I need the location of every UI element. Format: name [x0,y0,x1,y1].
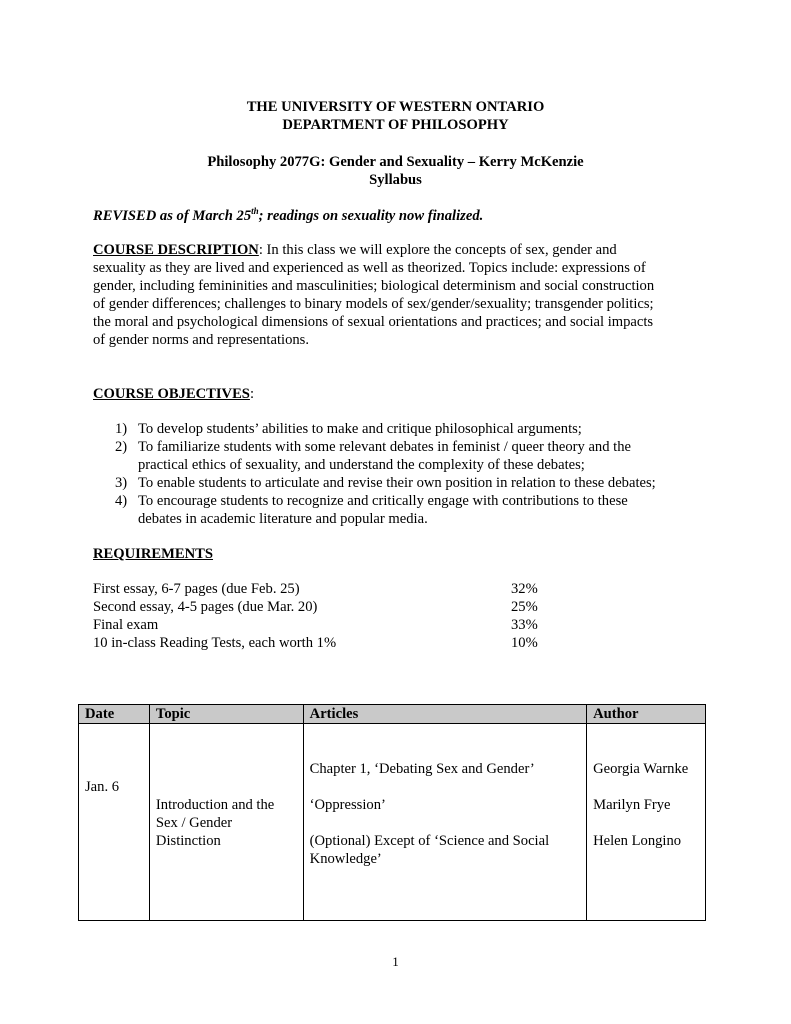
objective-item [93,474,713,492]
description-line: of gender norms and representations. [93,332,309,348]
header-date: Date [79,705,150,724]
topic-line: Introduction and the [155,797,275,813]
date-cell [79,724,150,921]
description-line: gender, including femininities and masculinities; biological determinism and social construction [93,278,655,294]
objectives-heading: COURSE OBJECTIVES [93,386,250,402]
requirement-weight: 32% [511,581,538,597]
requirement-row [93,634,553,652]
revision-notice [93,207,483,225]
objective-item [93,438,713,474]
objective-number: 3) [115,475,128,491]
requirement-label: Final exam [93,617,159,633]
objective-text: debates in academic literature and popular media. [138,511,428,527]
header-author: Author [587,705,706,724]
author-name: Marilyn Frye [593,797,671,813]
objectives-list [93,420,713,528]
header-topic: Topic [149,705,303,724]
description-line-1 [93,241,713,259]
requirement-label: First essay, 6-7 pages (due Feb. 25) [93,581,300,597]
objective-number: 4) [115,493,128,509]
course-title: Philosophy 2077G: Gender and Sexuality – Kerry McKenzie [207,154,584,170]
date-text: Jan. 6 [85,779,120,795]
requirements-list [93,580,553,652]
topic-cell [149,724,303,921]
description-line: sexuality as they are lived and experienced as well as theorized. Topics include: expressions of [93,260,646,276]
revision-prefix: REVISED as of March 25 [93,208,252,224]
article-title: (Optional) Except of ‘Science and Social [309,833,550,849]
requirements-heading: REQUIREMENTS [93,546,214,562]
header-articles: Articles [303,705,586,724]
objective-item [93,420,713,438]
schedule-table [78,704,706,921]
articles-cell [303,724,586,921]
requirement-label: Second essay, 4-5 pages (due Mar. 20) [93,599,318,615]
description-heading: COURSE DESCRIPTION [93,242,259,258]
revision-suffix: ; readings on sexuality now finalized. [258,208,484,224]
description-line: the moral and psychological dimensions of sexual orientations and practices; and social impacts [93,314,654,330]
objective-text: practical ethics of sexuality, and understand the complexity of these debates; [138,457,585,473]
table-row [79,724,706,921]
topic-line: Sex / Gender [155,815,233,831]
requirement-weight: 10% [511,635,538,651]
author-name: Helen Longino [593,833,682,849]
document-type: Syllabus [369,172,422,188]
requirement-row [93,616,553,634]
objective-item [93,492,713,528]
article-title: Knowledge’ [309,851,382,867]
requirement-weight: 25% [511,599,538,615]
revision-sup: th [251,206,259,217]
university-title: THE UNIVERSITY OF WESTERN ONTARIO [246,99,545,115]
objective-text: To encourage students to recognize and critically engage with contributions to these [138,493,628,509]
requirement-label: 10 in-class Reading Tests, each worth 1% [93,635,337,651]
objective-text: To develop students’ abilities to make and critique philosophical arguments; [138,421,582,437]
department-title: DEPARTMENT OF PHILOSOPHY [282,117,509,133]
objective-number: 1) [115,421,128,437]
page-number: 1 [392,954,399,969]
description-line-text: : In this class we will explore the concepts of sex, gender and [258,242,617,258]
description-line: of gender differences; challenges to binary models of sex/gender/sexuality; transgender politics; [93,296,654,312]
schedule-header-row [79,705,706,724]
course-description [93,241,713,349]
objective-text: To familiarize students with some relevant debates in feminist / queer theory and the [138,439,631,455]
requirement-row [93,598,553,616]
objectives-heading-line [93,385,254,403]
requirement-row [93,580,553,598]
author-cell [587,724,706,921]
article-title: ‘Oppression’ [309,797,386,813]
objective-text: To enable students to articulate and revise their own position in relation to these debates; [138,475,656,491]
objectives-colon: : [249,386,254,402]
article-title: Chapter 1, ‘Debating Sex and Gender’ [309,761,535,777]
topic-line: Distinction [155,833,221,849]
author-name: Georgia Warnke [593,761,689,777]
objective-number: 2) [115,439,128,455]
requirement-weight: 33% [511,617,538,633]
